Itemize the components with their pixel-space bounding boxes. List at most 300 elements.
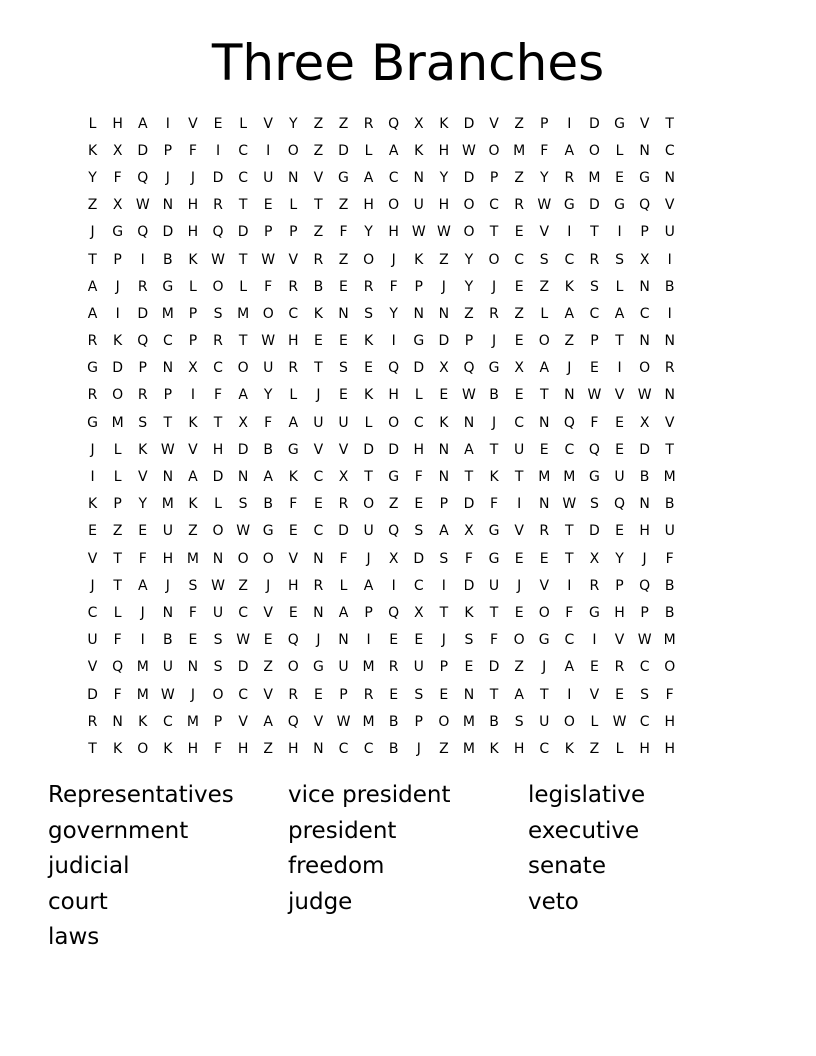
grid-row [80,219,682,246]
grid-letter: O [438,713,450,730]
grid-letter: D [589,115,600,132]
grid-letter: Q [614,496,626,513]
grid-letter: A [564,142,575,159]
grid-letter: A [464,441,474,458]
grid-letter: C [514,414,525,431]
grid-letter: I [140,251,145,268]
grid-letter: M [186,550,199,567]
grid-letter: V [539,577,550,594]
grid-letter: U [488,577,500,594]
grid-letter: C [564,632,575,649]
word-list-item: judicial [48,853,130,879]
grid-letter: L [289,387,298,404]
grid-letter: O [639,360,651,377]
grid-letter: V [614,387,625,404]
word-list-item: government [48,817,189,844]
grid-letter: Z [589,740,600,757]
grid-letter: S [138,414,148,431]
grid-letter: K [439,115,449,132]
grid-letter: V [137,469,148,486]
grid-letter: W [436,224,451,241]
grid-letter: V [614,632,625,649]
grid-letter: T [113,577,122,594]
grid-letter: E [263,197,273,214]
grid-letter: U [514,441,525,458]
grid-row [80,164,682,191]
grid-letter: H [664,713,675,730]
grid-letter: J [491,414,497,431]
grid-letter: V [288,251,299,268]
grid-letter: Z [338,115,349,132]
grid-letter: N [438,441,450,458]
grid-letter: P [640,604,649,621]
grid-letter: D [589,523,600,540]
grid-letter: H [187,740,199,757]
grid-letter: Z [514,659,524,676]
grid-letter: H [388,224,399,241]
grid-letter: J [90,441,95,458]
grid-letter: A [338,604,349,621]
grid-letter: F [665,686,674,703]
grid-letter: M [362,713,375,730]
grid-letter: I [266,142,271,159]
grid-letter: N [237,469,249,486]
grid-letter: L [113,441,122,458]
grid-letter: Y [439,169,449,186]
grid-letter: T [238,197,248,214]
grid-letter: E [439,686,449,703]
grid-letter: E [439,387,449,404]
grid-letter: U [664,224,675,241]
grid-letter: A [288,414,299,431]
grid-letter: I [366,632,371,649]
grid-letter: Z [188,523,198,540]
grid-letter: C [413,577,424,594]
grid-row [80,491,682,518]
grid-letter: Z [238,577,248,594]
grid-letter: I [567,115,572,132]
grid-letter: P [590,333,599,350]
grid-letter: U [263,169,274,186]
grid-letter: Z [514,169,524,186]
grid-letter: Y [263,387,273,404]
grid-letter: X [464,523,474,540]
grid-letter: K [564,278,574,295]
grid-letter: Y [138,496,148,513]
grid-letter: W [462,142,476,159]
grid-letter: G [614,197,625,214]
grid-letter: J [642,550,647,567]
grid-letter: I [667,251,672,268]
grid-row [80,463,682,490]
grid-letter: F [339,550,348,567]
grid-letter: Q [212,224,224,241]
grid-letter: C [564,251,575,268]
grid-row [80,599,682,626]
grid-letter: S [539,251,549,268]
grid-letter: X [639,414,650,431]
grid-letter: I [391,577,396,594]
grid-letter: F [339,224,348,241]
grid-letter: W [336,713,351,730]
grid-letter: G [538,632,550,649]
grid-letter: C [514,251,525,268]
grid-letter: O [212,523,224,540]
grid-letter: V [489,115,499,132]
grid-letter: M [237,305,250,322]
grid-letter: S [589,278,599,295]
grid-letter: C [564,441,575,458]
grid-letter: F [113,632,122,649]
grid-letter: K [188,496,198,513]
grid-letter: C [388,169,399,186]
grid-letter: W [261,333,276,350]
grid-letter: Y [615,550,624,567]
grid-letter: R [614,659,625,676]
grid-letter: H [237,740,249,757]
grid-letter: H [413,441,425,458]
grid-letter: N [564,387,575,404]
grid-letter: P [364,604,373,621]
grid-letter: D [338,523,349,540]
grid-letter: D [413,360,425,377]
grid-letter: T [314,360,323,377]
grid-letter: F [264,278,273,295]
grid-row [80,545,682,572]
word-list-item: vice president [288,782,451,808]
grid-letter: Z [263,659,273,676]
grid-letter: E [339,333,348,350]
grid-letter: D [488,659,500,676]
grid-letter: V [263,604,273,621]
grid-letter: O [463,197,475,214]
grid-letter: G [563,197,575,214]
grid-letter: N [639,278,650,295]
grid-letter: M [161,305,174,322]
grid-letter: A [363,577,374,594]
grid-letter: C [238,169,248,186]
grid-letter: O [463,224,475,241]
grid-letter: R [87,387,98,404]
grid-letter: E [514,278,524,295]
grid-row [80,110,682,137]
grid-letter: F [188,604,197,621]
grid-letter: N [338,632,349,649]
grid-letter: G [162,278,174,295]
grid-letter: L [113,604,122,621]
grid-letter: C [338,740,349,757]
grid-letter: N [664,333,675,350]
grid-letter: O [112,387,124,404]
grid-letter: Y [88,169,97,186]
grid-row [80,137,682,164]
grid-letter: K [363,333,374,350]
grid-letter: H [614,604,625,621]
grid-letter: N [438,305,450,322]
grid-letter: P [615,577,624,594]
grid-letter: E [615,441,624,458]
grid-letter: N [639,496,650,513]
grid-letter: M [663,632,676,649]
grid-letter: N [162,604,174,621]
grid-letter: L [113,469,122,486]
grid-letter: L [189,278,197,295]
grid-letter: Z [87,197,98,214]
grid-letter: G [112,224,124,241]
grid-letter: P [188,333,198,350]
grid-letter: A [439,523,449,540]
grid-letter: R [137,278,148,295]
grid-letter: E [138,523,148,540]
grid-letter: W [637,632,652,649]
grid-letter: O [563,713,575,730]
grid-letter: V [188,441,198,458]
grid-letter: J [165,169,170,186]
grid-letter: F [389,278,398,295]
grid-letter: Q [287,713,299,730]
grid-letter: S [213,305,223,322]
grid-letter: Z [514,305,524,322]
grid-letter: C [238,142,248,159]
grid-letter: P [213,713,223,730]
grid-letter: Z [313,115,324,132]
grid-letter: D [463,577,475,594]
grid-letter: L [615,142,624,159]
grid-letter: T [539,387,549,404]
grid-letter: Z [514,115,524,132]
grid-letter: R [388,659,399,676]
grid-letter: V [263,686,273,703]
grid-letter: U [313,414,324,431]
grid-row [80,627,682,654]
grid-letter: I [190,387,195,404]
grid-letter: L [239,115,248,132]
grid-letter: B [388,713,399,730]
grid-letter: T [314,197,323,214]
grid-letter: V [188,115,198,132]
grid-letter: N [639,333,650,350]
word-list-item: legislative [528,782,646,808]
grid-letter: T [213,414,223,431]
grid-letter: C [162,333,173,350]
grid-letter: G [488,550,500,567]
grid-letter: K [113,740,123,757]
grid-letter: Q [137,169,149,186]
grid-letter: D [212,169,224,186]
grid-letter: E [539,550,549,567]
grid-letter: R [288,686,299,703]
grid-letter: A [188,469,198,486]
grid-letter: J [165,577,170,594]
grid-letter: Z [539,278,550,295]
grid-letter: X [413,115,424,132]
grid-letter: L [364,414,373,431]
grid-row [80,355,682,382]
grid-letter: K [363,387,374,404]
grid-letter: M [136,686,149,703]
grid-letter: B [664,278,675,295]
grid-letter: L [364,142,373,159]
grid-letter: I [567,686,572,703]
grid-letter: G [87,360,98,377]
grid-letter: V [664,197,675,214]
grid-letter: E [389,632,399,649]
grid-letter: N [313,550,324,567]
grid-letter: P [289,224,298,241]
grid-letter: J [266,577,271,594]
grid-letter: I [165,115,170,132]
grid-letter: R [539,523,550,540]
grid-letter: R [87,333,98,350]
grid-letter: E [514,387,524,404]
grid-letter: Q [287,632,299,649]
grid-letter: Q [388,115,400,132]
grid-letter: H [438,142,450,159]
grid-letter: E [514,550,524,567]
grid-letter: Y [464,251,474,268]
grid-letter: A [363,169,374,186]
grid-letter: R [87,713,98,730]
grid-letter: A [514,686,524,703]
grid-letter: E [514,333,524,350]
grid-letter: I [667,305,672,322]
grid-letter: M [111,414,124,431]
grid-letter: J [90,577,95,594]
grid-letter: P [439,659,449,676]
grid-letter: K [288,469,298,486]
grid-letter: Z [313,142,324,159]
grid-letter: I [617,360,622,377]
grid-letter: J [441,278,446,295]
grid-letter: Y [389,305,398,322]
grid-letter: F [490,496,499,513]
grid-letter: U [413,659,424,676]
grid-letter: H [639,523,650,540]
grid-letter: V [589,686,600,703]
grid-letter: T [238,333,248,350]
grid-letter: E [313,496,323,513]
grid-letter: H [288,333,299,350]
grid-letter: L [339,577,348,594]
grid-letter: D [237,441,249,458]
grid-letter: T [489,686,499,703]
grid-letter: D [112,360,124,377]
grid-row [80,409,682,436]
word-column [528,778,768,920]
grid-letter: B [313,278,324,295]
grid-letter: T [539,686,549,703]
grid-letter: Z [564,333,575,350]
grid-letter: N [639,142,650,159]
grid-letter: Q [639,577,651,594]
grid-letter: Z [338,197,349,214]
grid-letter: G [312,659,324,676]
grid-letter: J [441,632,446,649]
grid-letter: C [489,197,499,214]
grid-letter: S [188,577,198,594]
grid-letter: D [137,305,149,322]
word-column [48,778,288,956]
grid-letter: S [238,496,248,513]
grid-letter: V [263,115,273,132]
grid-letter: E [288,523,298,540]
grid-letter: E [313,686,323,703]
grid-letter: W [562,496,577,513]
grid-letter: C [213,360,223,377]
grid-letter: R [664,360,675,377]
grid-letter: D [338,142,349,159]
grid-letter: M [513,142,526,159]
grid-letter: A [263,713,273,730]
grid-letter: D [463,169,475,186]
grid-letter: R [589,577,600,594]
grid-letter: O [388,197,400,214]
grid-letter: C [639,713,650,730]
grid-row [80,735,682,762]
grid-letter: C [589,305,600,322]
grid-letter: V [539,224,550,241]
grid-letter: R [338,496,349,513]
grid-letter: R [313,251,324,268]
grid-letter: N [313,740,324,757]
grid-letter: K [188,414,198,431]
grid-letter: D [237,659,249,676]
grid-letter: V [338,441,349,458]
grid-letter: U [664,523,675,540]
grid-letter: B [263,496,273,513]
grid-row [80,300,682,327]
grid-letter: K [138,713,148,730]
grid-letter: I [441,577,446,594]
word-list-item: president [288,817,397,844]
grid-letter: H [288,577,299,594]
grid-letter: B [163,251,173,268]
grid-letter: X [338,469,349,486]
grid-letter: G [87,414,98,431]
grid-letter: D [137,142,149,159]
grid-letter: P [163,387,173,404]
grid-letter: X [589,550,600,567]
grid-letter: O [287,142,299,159]
grid-letter: B [664,577,675,594]
grid-letter: O [538,333,550,350]
grid-letter: O [664,659,676,676]
grid-letter: W [160,441,175,458]
grid-letter: H [187,224,199,241]
grid-letter: O [538,604,550,621]
grid-letter: N [187,659,199,676]
grid-letter: U [263,360,274,377]
grid-letter: E [88,523,97,540]
grid-letter: A [388,142,399,159]
grid-letter: S [640,686,650,703]
grid-letter: J [542,659,547,676]
grid-letter: Z [263,740,273,757]
grid-letter: I [140,632,145,649]
letter-grid [80,110,682,763]
grid-letter: F [490,632,499,649]
grid-letter: P [464,333,474,350]
grid-letter: V [87,550,98,567]
grid-letter: P [188,305,198,322]
grid-letter: B [388,740,399,757]
grid-letter: M [538,469,551,486]
grid-letter: T [514,469,524,486]
grid-letter: E [464,659,474,676]
grid-letter: N [664,387,675,404]
grid-letter: X [188,360,198,377]
grid-row [80,654,682,681]
